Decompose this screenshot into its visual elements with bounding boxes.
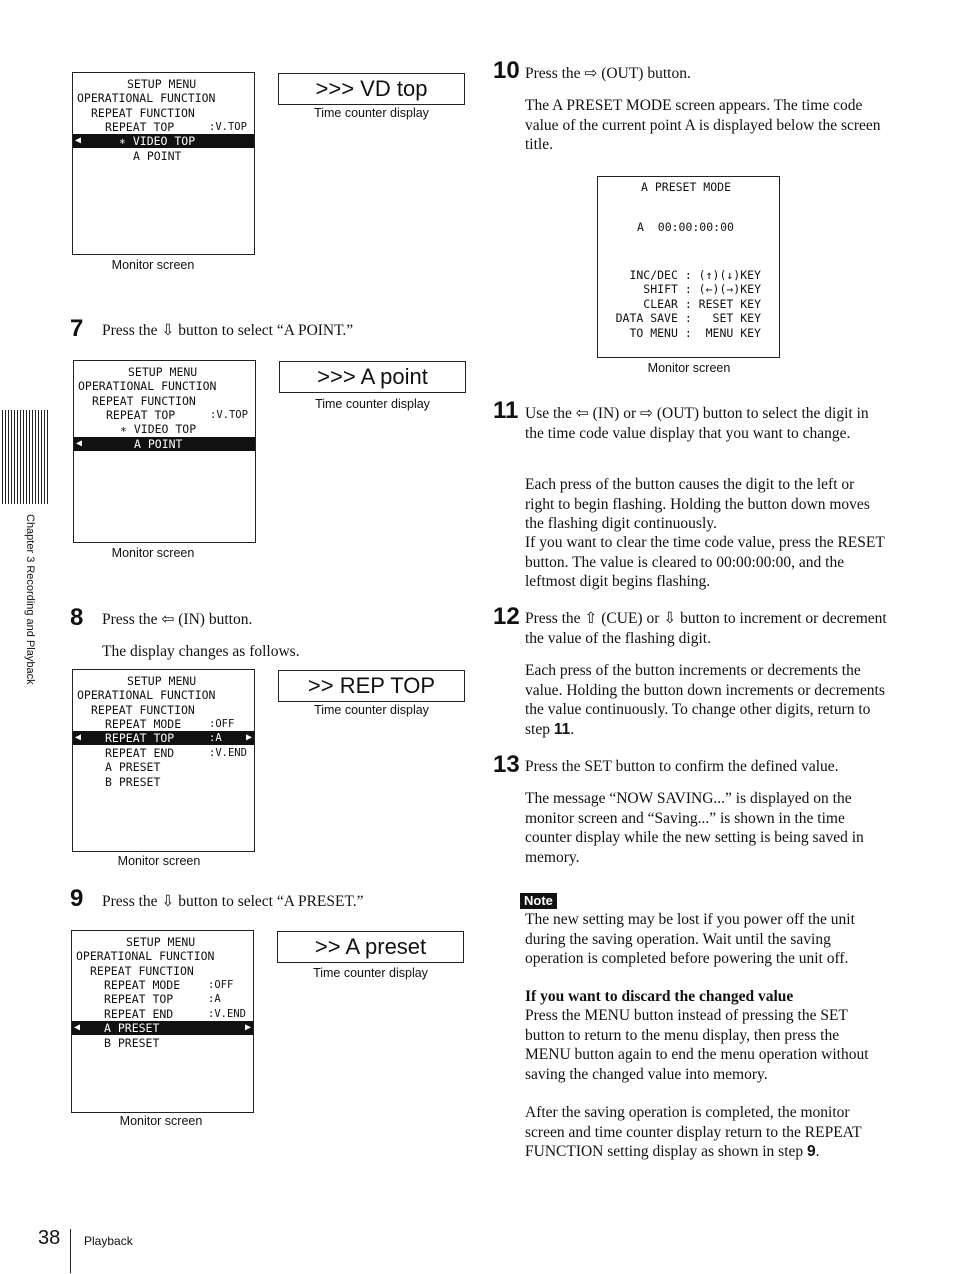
screen-title: A PRESET MODE — [641, 180, 732, 194]
menu-selected-row — [73, 134, 254, 148]
key-help-line: DATA SAVE : SET KEY — [615, 311, 761, 325]
chapter-tab-stripes — [2, 410, 48, 504]
menu-line: REPEAT FUNCTION — [90, 964, 194, 978]
menu-line: REPEAT END — [104, 1007, 174, 1021]
menu-selected-row — [72, 1021, 253, 1035]
step-instruction: Press the ⇦ (IN) button. — [102, 611, 253, 628]
arrow-right-icon: ▶ — [245, 732, 252, 743]
arrow-left-icon: ◀ — [76, 438, 83, 449]
menu-line: REPEAT END — [105, 746, 175, 760]
monitor-screen-3 — [72, 669, 255, 852]
step-instruction: Press the ⇧ (CUE) or ⇩ button to increment or decrement the value of the flashing digit. — [525, 610, 887, 647]
tcd-caption: Time counter display — [314, 106, 429, 120]
menu-line: REPEAT TOP — [105, 731, 175, 745]
note-after-text — [525, 1103, 887, 1162]
monitor-screen-1 — [72, 72, 255, 255]
menu-title: SETUP MENU — [127, 674, 197, 688]
arrow-left-icon: ◀ — [75, 732, 82, 743]
step-instruction: Use the ⇦ (IN) or ⇨ (OUT) button to select the digit in the time code value display that you want to change. — [525, 405, 869, 442]
time-counter-display: >> A preset — [277, 931, 464, 963]
step-body — [525, 661, 887, 739]
menu-line: A POINT — [134, 437, 183, 451]
menu-value: :OFF — [208, 979, 234, 991]
step-instruction: Press the ⇩ button to select “A POINT.” — [102, 322, 354, 339]
arrow-left-icon: ◀ — [75, 135, 82, 146]
step-body: The message “NOW SAVING...” is displayed on the monitor screen and “Saving...” is shown in the time counter display while the new setting is being saved in memory. — [525, 790, 864, 866]
monitor-screen-4 — [71, 930, 254, 1113]
step-number: 12 — [493, 603, 520, 630]
time-counter-display: >> REP TOP — [278, 670, 465, 702]
note-text: The new setting may be lost if you power off the unit during the saving operation. Wait until the saving operation is completed before powering the unit off. — [525, 911, 855, 967]
timecode-value: A 00:00:00:00 — [637, 220, 734, 234]
footer-section: Playback — [84, 1234, 133, 1248]
step-instruction: Press the SET button to confirm the defined value. — [525, 758, 839, 775]
note-after-body: After the saving operation is completed, the monitor screen and time counter display return to the REPEAT FUNCTION setting display as shown in step — [525, 1104, 862, 1160]
menu-line: REPEAT FUNCTION — [92, 394, 196, 408]
step-number: 9 — [70, 885, 84, 912]
menu-line: OPERATIONAL FUNCTION — [78, 379, 217, 393]
step-reference: 9 — [807, 1143, 816, 1160]
menu-line: B PRESET — [104, 1036, 160, 1050]
monitor-caption: Monitor screen — [111, 546, 195, 560]
menu-line: ∗ VIDEO TOP — [120, 422, 197, 436]
note-badge: Note — [520, 893, 557, 909]
menu-value: :OFF — [209, 718, 235, 730]
monitor-screen-a-preset — [597, 176, 780, 358]
menu-value: :A — [209, 732, 222, 744]
menu-line: A PRESET — [104, 1021, 160, 1035]
step-reference: 11 — [553, 720, 571, 738]
chapter-label: Chapter 3 Recording and Playback — [24, 514, 36, 685]
menu-line: OPERATIONAL FUNCTION — [76, 949, 215, 963]
note-discard-text: Press the MENU button instead of pressing the SET button to return to the menu display, then press the MENU button again to end the menu operation without saving the changed value into memory. — [525, 1007, 869, 1083]
menu-value: :V.END — [208, 1008, 246, 1020]
menu-line: ∗ VIDEO TOP — [119, 134, 196, 148]
tcd-caption: Time counter display — [314, 703, 429, 717]
step-number: 7 — [70, 315, 84, 342]
monitor-caption: Monitor screen — [119, 1114, 203, 1128]
step-body: If you want to clear the time code value, press the RESET button. The value is cleared to 00:00:00:00, and the leftmost digit begins flashing. — [525, 534, 885, 590]
menu-title: SETUP MENU — [128, 365, 198, 379]
menu-line: REPEAT MODE — [105, 717, 182, 731]
step-number: 10 — [493, 57, 520, 84]
step-instruction: Press the ⇩ button to select “A PRESET.” — [102, 893, 364, 910]
menu-value: :A — [208, 993, 221, 1005]
menu-line: OPERATIONAL FUNCTION — [77, 91, 216, 105]
step-number: 11 — [493, 397, 519, 424]
step-body: The display changes as follows. — [102, 643, 300, 660]
menu-selected-row — [74, 437, 255, 451]
arrow-left-icon: ◀ — [74, 1022, 81, 1033]
menu-line: A PRESET — [105, 760, 161, 774]
monitor-caption: Monitor screen — [111, 258, 195, 272]
menu-value: :V.END — [209, 747, 247, 759]
time-counter-display: >>> A point — [279, 361, 466, 393]
tcd-caption: Time counter display — [313, 966, 428, 980]
menu-title: SETUP MENU — [126, 935, 196, 949]
tcd-caption: Time counter display — [315, 397, 430, 411]
time-counter-display: >>> VD top — [278, 73, 465, 105]
note-heading: If you want to discard the changed value — [525, 988, 794, 1005]
step-body-end: . — [570, 720, 575, 738]
step-number: 13 — [493, 751, 520, 778]
menu-line: REPEAT TOP — [104, 992, 174, 1006]
arrow-right-icon: ▶ — [244, 1022, 251, 1033]
note-after-end: . — [815, 1143, 820, 1160]
menu-line: A POINT — [133, 149, 182, 163]
menu-line: REPEAT TOP — [105, 120, 175, 134]
key-help-line: TO MENU : MENU KEY — [629, 326, 761, 340]
menu-value: :V.TOP — [209, 121, 247, 133]
monitor-screen-2 — [73, 360, 256, 543]
step-body: Each press of the button causes the digit to the left or right to begin flashing. Holding the button down moves the flashing digit continuously. — [525, 476, 870, 532]
menu-line: REPEAT FUNCTION — [91, 703, 195, 717]
menu-selected-row — [73, 731, 254, 745]
menu-line: OPERATIONAL FUNCTION — [77, 688, 216, 702]
menu-title: SETUP MENU — [127, 77, 197, 91]
step-number: 8 — [70, 604, 84, 631]
monitor-caption: Monitor screen — [647, 361, 731, 375]
footer-divider — [70, 1229, 71, 1273]
menu-line: B PRESET — [105, 775, 161, 789]
monitor-caption: Monitor screen — [117, 854, 201, 868]
page-number: 38 — [38, 1227, 61, 1249]
step-instruction: Press the ⇨ (OUT) button. — [525, 65, 691, 82]
step-body-text: Each press of the button increments or decrements the value. Holding the button down increments or decrements the value continuously. To change other digits, return to step — [525, 662, 885, 738]
step-body: The A PRESET MODE screen appears. The time code value of the current point A is displayed below the screen title. — [525, 97, 881, 153]
key-help-line: INC/DEC : (↑)(↓)KEY — [629, 268, 761, 282]
key-help-line: CLEAR : RESET KEY — [643, 297, 761, 311]
menu-value: :V.TOP — [210, 409, 248, 421]
key-help-line: SHIFT : (←)(→)KEY — [643, 282, 761, 296]
menu-line: REPEAT MODE — [104, 978, 181, 992]
menu-line: REPEAT FUNCTION — [91, 106, 195, 120]
menu-line: REPEAT TOP — [106, 408, 176, 422]
